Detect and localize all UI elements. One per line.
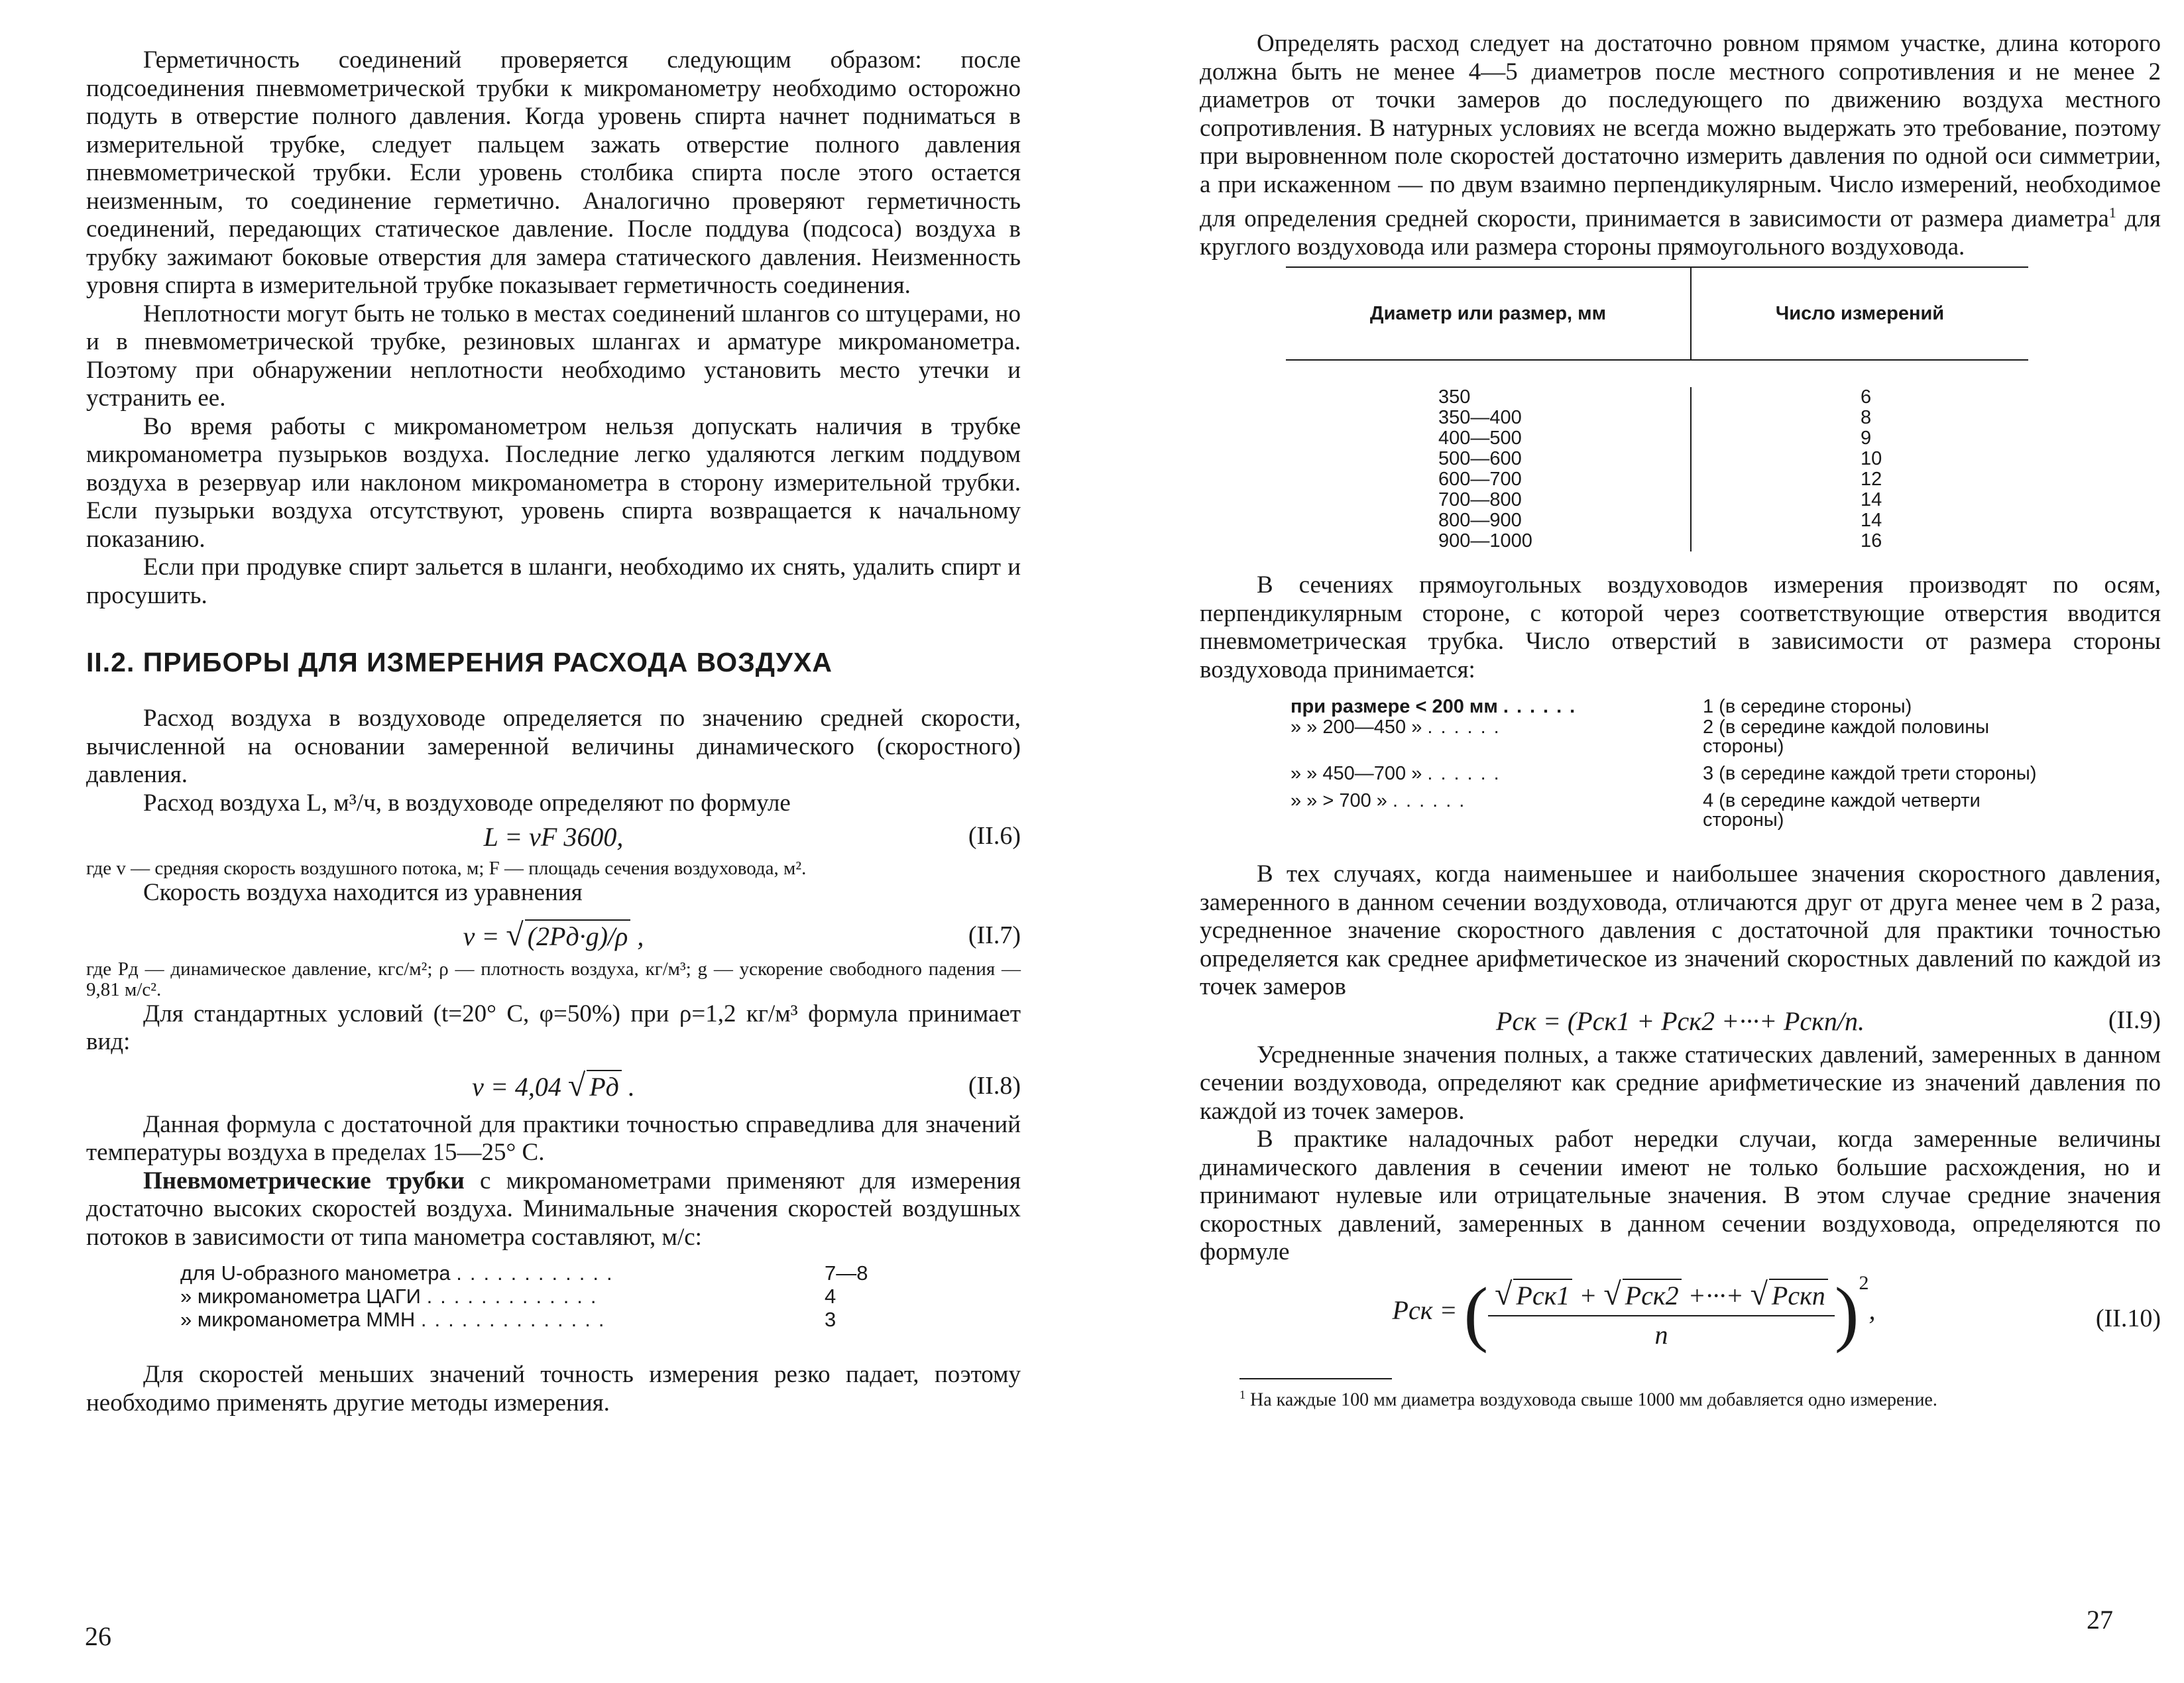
paragraph: Неплотности могут быть не только в местах соединений шлангов со штуцерами, но и в пневмометрической трубке, резиновых шлангах и арматуре микроманометра. Поэтому при обнаружении неплотности необходимо установить место утечки и устранить ее.	[86, 300, 1021, 412]
table-cell-count: 8	[1861, 407, 1872, 429]
list-item: » » > 700 » ...... 4 (в середине каждой четверти стороны)	[1291, 790, 1981, 831]
paragraph: Во время работы с микроманометром нельзя допускать наличия в трубке микроманометра пузырьков воздуха. Последние легко удаляются легким поддувом воздуха в резервуар или наклоном микроманометра в сторону измерительной трубки. Если пузырьки воздуха отсутствуют, уровень спирта возвращается к начальному показанию.	[86, 412, 1021, 553]
formula-II10: Pск = ( $\frac{\text{√ Pск1 + √ Pск2 +···+ √ Pскn}}{n}$ )$^2$, (II.10)	[1392, 1271, 2161, 1354]
bold-term: Пневмометрические трубки	[143, 1167, 465, 1194]
table-column	[1286, 387, 1690, 551]
table-header	[1286, 266, 2028, 359]
formula-note: где Pд — динамическое давление, кгс/м²; ρ — плотность воздуха, кг/м³; g — ускорение свободного падения — 9,81 м/с².	[86, 958, 1021, 1000]
formula-radicand: (2Pд·g)/ρ	[525, 919, 631, 952]
radical-icon: √	[506, 917, 524, 953]
list-item: при размере < 200 мм ...... 1 (в середине стороны)	[1291, 696, 1912, 718]
holes-list	[1289, 696, 2055, 831]
right-column	[1200, 30, 2161, 1410]
formula-left: v = 4,04	[472, 1071, 561, 1102]
formula-number: (II.6)	[968, 822, 1021, 850]
table-cell-size: 900—1000	[1438, 530, 1532, 552]
radical-icon: √	[1495, 1276, 1513, 1312]
formula-II8	[86, 1057, 1021, 1111]
footnote-ref: 1	[2108, 204, 2116, 221]
table-cell-size: 350—400	[1438, 407, 1522, 429]
formula-note: где v — средняя скорость воздушного потока, м; F — площадь сечения воздуховода, м².	[86, 858, 807, 879]
section-heading: II.2. ПРИБОРЫ ДЛЯ ИЗМЕРЕНИЯ РАСХОДА ВОЗДУХА	[86, 647, 833, 677]
paragraph: Пневмометрические трубки с микроманометрами применяют для измерения достаточно высоких скоростей воздуха. Минимальные значения скоростей воздушных потоков в зависимости от типа манометра составляют, м/с:	[86, 1167, 1021, 1251]
paragraph: Если при продувке спирт зальется в шланги, необходимо их снять, удалить спирт и просушить.	[86, 553, 1021, 609]
paragraph: Расход воздуха L, м³/ч, в воздуховоде определяют по формуле	[143, 789, 791, 817]
table-cell-count: 6	[1861, 386, 1872, 408]
speed-list	[179, 1261, 869, 1332]
formula-number: (II.7)	[968, 921, 1021, 949]
formula-number: (II.10)	[2095, 1304, 2161, 1332]
table-cell-count: 12	[1861, 469, 1882, 491]
table-cell-count: 14	[1861, 489, 1882, 511]
left-column	[86, 46, 1021, 1417]
right-paren-icon: )	[1834, 1272, 1859, 1354]
formula-left: Pск =	[1392, 1295, 1458, 1325]
list-item: » » 200—450 » ...... 2 (в середине каждой половины стороны)	[1291, 717, 1990, 758]
paragraph: В тех случаях, когда наименьшее и наибольшее значения скоростного давления, замеренного в данном сечении воздуховода, отличаются друг от друга менее чем в 2 раза, усредненное значение скоростного давления с достаточной для практики точностью определяется как среднее арифметическое из значений скоростных давлений по каждой из точек замеров	[1200, 860, 2161, 1001]
right-page	[1087, 0, 2184, 1683]
footnote: $^1$ На каждые 100 мм диаметра воздуховода свыше 1000 мм добавляется одно измерение.	[1239, 1387, 1937, 1411]
table-cell-count: 16	[1861, 530, 1882, 552]
footnote-divider	[1239, 1378, 1392, 1379]
table-cell-size: 600—700	[1438, 469, 1522, 491]
list-item: для U-образного манометра ............ 7—8	[180, 1261, 868, 1285]
measurement-table	[1286, 266, 2028, 551]
formula-II9	[1200, 1002, 2161, 1041]
paragraph: Данная формула с достаточной для практики точностью справедлива для значений температуры воздуха в пределах 15—25° C.	[86, 1110, 1021, 1166]
table-column	[1692, 387, 2028, 551]
formula-radicand: Pд	[587, 1070, 622, 1102]
table-cell-count: 9	[1861, 428, 1872, 449]
left-page	[0, 0, 1087, 1683]
left-paren-icon: (	[1464, 1272, 1489, 1354]
paragraph: Расход воздуха в воздуховоде определяется по значению средней скорости, вычисленной на основании замеренной величины динамического (скоростного) давления.	[86, 705, 1021, 788]
radical-icon: √	[1603, 1276, 1621, 1312]
list-item: » » 450—700 » ...... 3 (в середине каждой трети стороны)	[1291, 763, 2037, 785]
table-cell-count: 14	[1861, 510, 1882, 532]
paragraph: Герметичность соединений проверяется следующим образом: после подсоединения пневмометрической трубки к микроманометру необходимо осторожно подуть в отверстие полного давления. Когда уровень спирта начнет подниматься в измерительной трубке, следует пальцем зажать отверстие полного давления пневмометрической трубки. Если уровень столбика спирта после этого остается неизменным, то соединение герметично. Аналогично проверяют герметичность соединений, передающих статическое давление. После поддува (подсоса) воздуха в трубку зажимают боковые отверстия для замера статического давления. Неизменность уровня спирта в измерительной трубке показывает герметичность соединения.	[86, 46, 1021, 299]
page-number: 27	[2087, 1605, 2113, 1635]
formula-tail: ,	[637, 921, 644, 951]
formula-tail: .	[628, 1071, 635, 1102]
formula-expression: L = vF 3600,	[483, 822, 624, 852]
table-cell-size: 350	[1438, 386, 1471, 408]
formula-II6	[86, 817, 1021, 858]
radical-icon: √	[567, 1067, 586, 1103]
formula-expression: Pск = (Pск1 + Pск2 +···+ Pскn/n.	[1496, 1006, 1865, 1036]
paragraph: Скорость воздуха находится из уравнения	[143, 879, 583, 906]
formula-left: v =	[463, 921, 500, 951]
paragraph: Для стандартных условий (t=20° C, φ=50%) при ρ=1,2 кг/м³ формула принимает вид:	[86, 1000, 1021, 1055]
table-header-cell: Число измерений	[1775, 302, 1945, 324]
table-cell-count: 10	[1861, 448, 1882, 470]
table-cell-size: 800—900	[1438, 510, 1522, 532]
paragraph: Усредненные значения полных, а также статических давлений, замеренных в данном сечении воздуховода, определяют как средние арифметические из значений давления по каждой из точек замеров.	[1200, 1041, 2161, 1125]
list-item: » микроманометра ММН .............. 3	[180, 1308, 836, 1331]
paragraph: В сечениях прямоугольных воздуховодов измерения производят по осям, перпендикулярным стороне, с которой через соответствующие отверстия вводится пневмометрическая трубка. Число отверстий в зависимости от размера стороны воздуховода принимается:	[1200, 571, 2161, 683]
formula-number: (II.8)	[968, 1071, 1021, 1100]
exponent: 2	[1859, 1271, 1869, 1294]
radical-icon: √	[1750, 1276, 1768, 1312]
fraction: $\frac{\text{√ Pск1 + √ Pск2 +···+ √ Pскn}}{n}$	[1488, 1276, 1835, 1350]
list-item: » микроманометра ЦАГИ ............. 4	[180, 1285, 836, 1308]
paragraph: Для скоростей меньших значений точность измерения резко падает, поэтому необходимо применять другие методы измерения.	[86, 1361, 1021, 1417]
denominator: n	[1654, 1319, 1668, 1350]
paragraph: Определять расход следует на достаточно ровном прямом участке, длина которого должна быть не менее 4—5 диаметров после местного сопротивления и не менее 2 диаметров от точки замеров до последующего по движению воздуха местного сопротивления. В натурных условиях не всегда можно выдержать это требование, поэтому при выровненном поле скоростей достаточно измерить давления по одной оси симметрии, а при искаженном — по двум взаимно перпендикулярным. Число измерений, необходимое для определения средней скорости, принимается в зависимости от размера диаметра$^1$ для круглого воздуховода или размера стороны прямоугольного воздуховода.	[1200, 30, 2161, 261]
table-header-cell: Диаметр или размер, мм	[1369, 302, 1607, 324]
table-cell-size: 400—500	[1438, 428, 1522, 449]
page-number: 26	[85, 1621, 111, 1651]
formula-II7	[86, 907, 1021, 959]
paragraph: В практике наладочных работ нередки случаи, когда замеренные величины динамического давления в сечении имеют не только большие расхождения, но и принимают нулевые или отрицательные значения. В этом случае средние значения скоростных давлений, замеренных в данном сечении воздуховода, определяются по формуле	[1200, 1126, 2161, 1266]
table-cell-size: 700—800	[1438, 489, 1522, 511]
formula-number: (II.9)	[2108, 1006, 2161, 1034]
table-cell-size: 500—600	[1438, 448, 1522, 470]
